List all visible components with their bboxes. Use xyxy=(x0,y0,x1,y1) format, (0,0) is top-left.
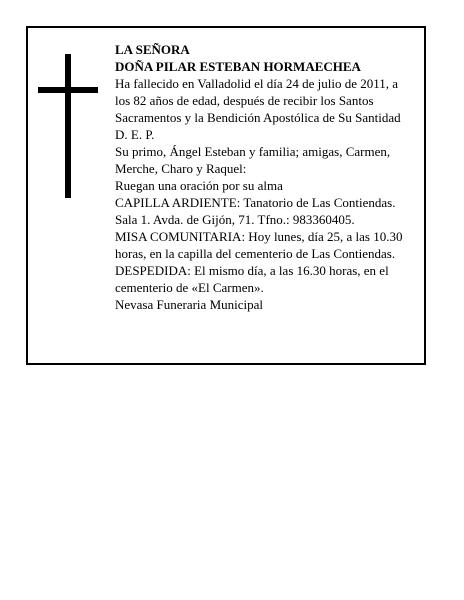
deceased-name: DOÑA PILAR ESTEBAN HORMAECHEA xyxy=(115,59,361,74)
cross-vertical-bar xyxy=(65,54,71,198)
death-announcement: Ha fallecido en Valladolid el día 24 de julio de 2011, a los 82 años de edad, después de recibir los Santos Sacramentos y la Bendición Apostólica de Su Santidad D. E. P. xyxy=(115,76,401,142)
family-mourners: Su primo, Ángel Esteban y familia; amigas, Carmen, Merche, Charo y Raquel: xyxy=(115,144,391,176)
cross-icon xyxy=(38,54,98,198)
notice-text xyxy=(115,41,415,313)
mass-info: MISA COMUNITARIA: Hoy lunes, día 25, a las 10.30 horas, en la capilla del cementerio de Las Contiendas. xyxy=(115,229,403,261)
funeral-home: Nevasa Funeraria Municipal xyxy=(115,297,264,312)
prayer-request: Ruegan una oración por su alma xyxy=(115,178,283,193)
notice-salutation: LA SEÑORA xyxy=(115,42,190,57)
obituary-notice xyxy=(26,26,426,365)
farewell-info: DESPEDIDA: El mismo día, a las 16.30 horas, en el cementerio de «El Carmen». xyxy=(115,263,389,295)
cross-horizontal-bar xyxy=(38,87,98,93)
chapel-info: CAPILLA ARDIENTE: Tanatorio de Las Contiendas. Sala 1. Avda. de Gijón, 71. Tfno.: 983360405. xyxy=(115,195,396,227)
